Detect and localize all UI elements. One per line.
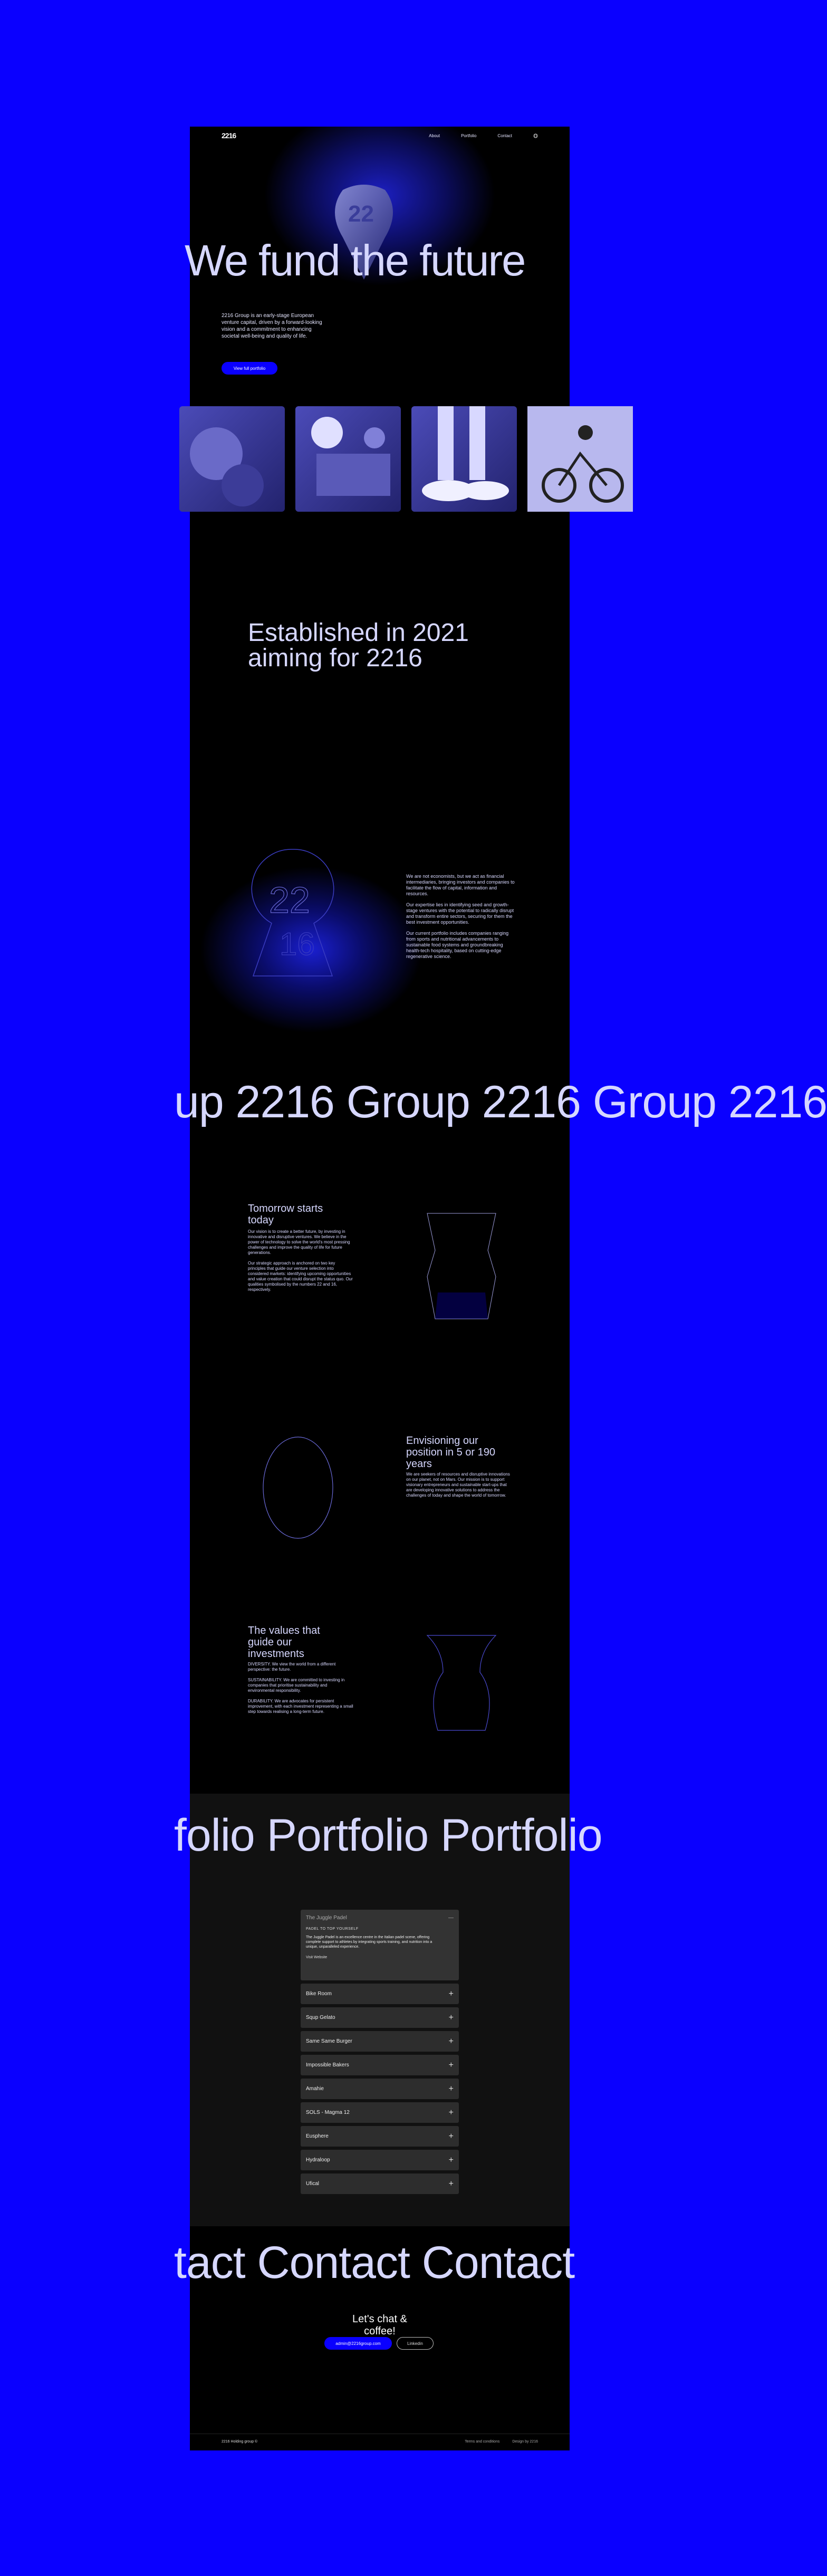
established-paragraph: Our current portfolio includes companies ranging from sports and nutritional advancements to sustainable food systems and groundbreaking health-tech hospitality, based on cutting-edge regenerative science. bbox=[406, 931, 509, 959]
contact-title: Let's chat & coffee! bbox=[352, 2313, 407, 2337]
values-paragraph: DIVERSITY. We view the world from a different perspective: the future. bbox=[248, 1662, 336, 1672]
nav-about[interactable]: About bbox=[429, 133, 440, 138]
accordion-item[interactable] bbox=[301, 2079, 459, 2099]
plus-icon[interactable]: + bbox=[448, 2084, 454, 2093]
plus-icon[interactable]: + bbox=[448, 2036, 454, 2046]
svg-text:22: 22 bbox=[269, 879, 310, 921]
accordion-item[interactable] bbox=[301, 2150, 459, 2170]
svg-text:22: 22 bbox=[348, 201, 374, 227]
tomorrow-copy bbox=[248, 1229, 353, 1298]
plus-icon[interactable]: + bbox=[448, 1989, 454, 1998]
plus-icon[interactable]: + bbox=[448, 2060, 454, 2070]
site-footer bbox=[190, 2434, 570, 2450]
accordion-item[interactable] bbox=[301, 2007, 459, 2028]
minus-icon[interactable]: — bbox=[448, 1915, 454, 1921]
carousel-image bbox=[179, 406, 285, 512]
accordion-item-label: Same Same Burger bbox=[306, 2038, 352, 2044]
carousel-image bbox=[295, 406, 401, 512]
chalice-outline-shape bbox=[422, 1630, 501, 1736]
accordion-header[interactable] bbox=[306, 1915, 454, 1921]
established-title: Established in 2021 aiming for 2216 bbox=[248, 619, 469, 672]
plus-icon[interactable]: + bbox=[448, 2155, 454, 2165]
company-name: The Juggle Padel bbox=[306, 1915, 347, 1921]
hero-title: We fund the future bbox=[185, 236, 525, 285]
page-frame bbox=[174, 127, 827, 2450]
accordion-item-label: Hydraloop bbox=[306, 2157, 330, 2163]
oval-outline-shape bbox=[261, 1435, 335, 1540]
values-title: The values that guide our investments bbox=[248, 1625, 320, 1660]
established-paragraph: Our expertise lies in identifying seed and growth-stage ventures with the potential to radically disrupt and transform entire sectors, securing for them the best investment opportunities. bbox=[406, 902, 514, 925]
accordion-item[interactable] bbox=[301, 2173, 459, 2194]
accordion-item-label: Ufical bbox=[306, 2181, 320, 2187]
globe-icon[interactable] bbox=[533, 133, 538, 139]
image-carousel[interactable] bbox=[179, 406, 633, 512]
group-section bbox=[174, 1066, 827, 1794]
accordion-item-open[interactable] bbox=[301, 1910, 459, 1980]
envisioning-copy: We are seekers of resources and disruptive innovations on our planet, not on Mars. Our mission is to support visionary entrepreneurs and sustainable start-ups that are developing innovative solutions to address the challenges of today and shape the world of tomorrow. bbox=[406, 1472, 510, 1498]
hero-section bbox=[185, 127, 570, 528]
accordion-item[interactable] bbox=[301, 2126, 459, 2147]
established-section bbox=[190, 528, 570, 1066]
view-portfolio-button[interactable]: View full portfolio bbox=[222, 362, 277, 375]
visit-website-link[interactable]: Visit Website bbox=[306, 1956, 328, 1959]
accordion-item[interactable] bbox=[301, 2102, 459, 2123]
footer-links bbox=[465, 2440, 538, 2444]
accordion-item-label: SOLS - Magma 12 bbox=[306, 2110, 350, 2115]
terms-link[interactable]: Terms and conditions bbox=[465, 2440, 500, 2444]
keyhole-logo-outline bbox=[248, 844, 338, 981]
portfolio-section bbox=[174, 1794, 602, 2226]
design-credit-link[interactable]: Design by 2216 bbox=[512, 2440, 538, 2444]
accordion-item[interactable] bbox=[301, 1984, 459, 2004]
values-paragraph: SUSTAINABILITY. We are committed to investing in companies that prioritise sustainability and environmental responsibility. bbox=[248, 1678, 345, 1693]
established-paragraph: We are not economists, but we act as financial intermediaries, bringing investors and companies to facilitate the flow of capital, information and resources. bbox=[406, 874, 515, 896]
company-subtitle: PADEL TO TOP YOURSELF bbox=[306, 1927, 359, 1931]
carousel-image bbox=[411, 406, 517, 512]
envisioning-title: Envisioning our position in 5 or 190 years bbox=[406, 1435, 496, 1470]
main-nav bbox=[429, 133, 538, 139]
accordion-item[interactable] bbox=[301, 2055, 459, 2075]
hero-description: 2216 Group is an early-stage European venture capital, driven by a forward-looking vision and a commitment to enhancing societal well-being and quality of life. bbox=[222, 313, 322, 339]
tomorrow-paragraph: Our vision is to create a better future, by investing in innovative and disruptive ventures. We believe in the power of technology to solve the world's most pressing challenges and improve the quality of life for future generations. bbox=[248, 1229, 350, 1255]
vase-outline-shape bbox=[422, 1208, 501, 1324]
values-paragraph: DURABILITY. We are advocates for persistent improvement, with each investment representing a small step towards realising a long-term future. bbox=[248, 1699, 353, 1714]
plus-icon[interactable]: + bbox=[448, 2179, 454, 2188]
plus-icon[interactable]: + bbox=[448, 2108, 454, 2117]
svg-text:16: 16 bbox=[280, 926, 315, 962]
accordion-item-label: Eusphere bbox=[306, 2133, 329, 2139]
plus-icon[interactable]: + bbox=[448, 2013, 454, 2022]
portfolio-marquee: folio Portfolio Portfolio bbox=[174, 1810, 602, 1861]
portfolio-accordion bbox=[301, 1910, 459, 2194]
established-copy bbox=[406, 874, 517, 965]
plus-icon[interactable]: + bbox=[448, 2131, 454, 2141]
contact-section bbox=[174, 2226, 575, 2450]
linkedin-button[interactable]: Linkedin bbox=[397, 2337, 434, 2350]
footer-copyright: 2216 Holding group © bbox=[222, 2440, 258, 2444]
contact-marquee: tact Contact Contact bbox=[174, 2237, 575, 2288]
email-button[interactable]: admin@2216group.com bbox=[324, 2337, 392, 2350]
accordion-item-label: Bike Room bbox=[306, 1991, 332, 1997]
nav-portfolio[interactable]: Portfolio bbox=[461, 133, 477, 138]
tomorrow-paragraph: Our strategic approach is anchored on two key principles that guide our venture selection into considered markets: identifying upcoming opportunities and value creation that could disrupt the status quo. Our qualities symbolised by the numbers 22 and 16, respectively. bbox=[248, 1261, 353, 1292]
nav-contact[interactable]: Contact bbox=[497, 133, 512, 138]
logo[interactable]: 2216 bbox=[222, 131, 236, 140]
carousel-image bbox=[527, 406, 633, 512]
accordion-item[interactable] bbox=[301, 2031, 459, 2052]
accordion-item-label: Impossible Bakers bbox=[306, 2062, 349, 2068]
company-description: The Juggle Padel is an excellence centre in the Italian padel scene, offering complete support to athletes by integrating sports training, and nutrition into a unique, unparalleled experience. bbox=[306, 1936, 432, 1949]
tomorrow-title: Tomorrow starts today bbox=[248, 1203, 323, 1226]
site-header bbox=[190, 127, 570, 145]
group-marquee: up 2216 Group 2216 Group 2216 bbox=[174, 1077, 827, 1127]
accordion-item-label: Squp Gelato bbox=[306, 2015, 335, 2020]
accordion-item-label: Amahie bbox=[306, 2086, 324, 2092]
values-copy bbox=[248, 1662, 353, 1720]
